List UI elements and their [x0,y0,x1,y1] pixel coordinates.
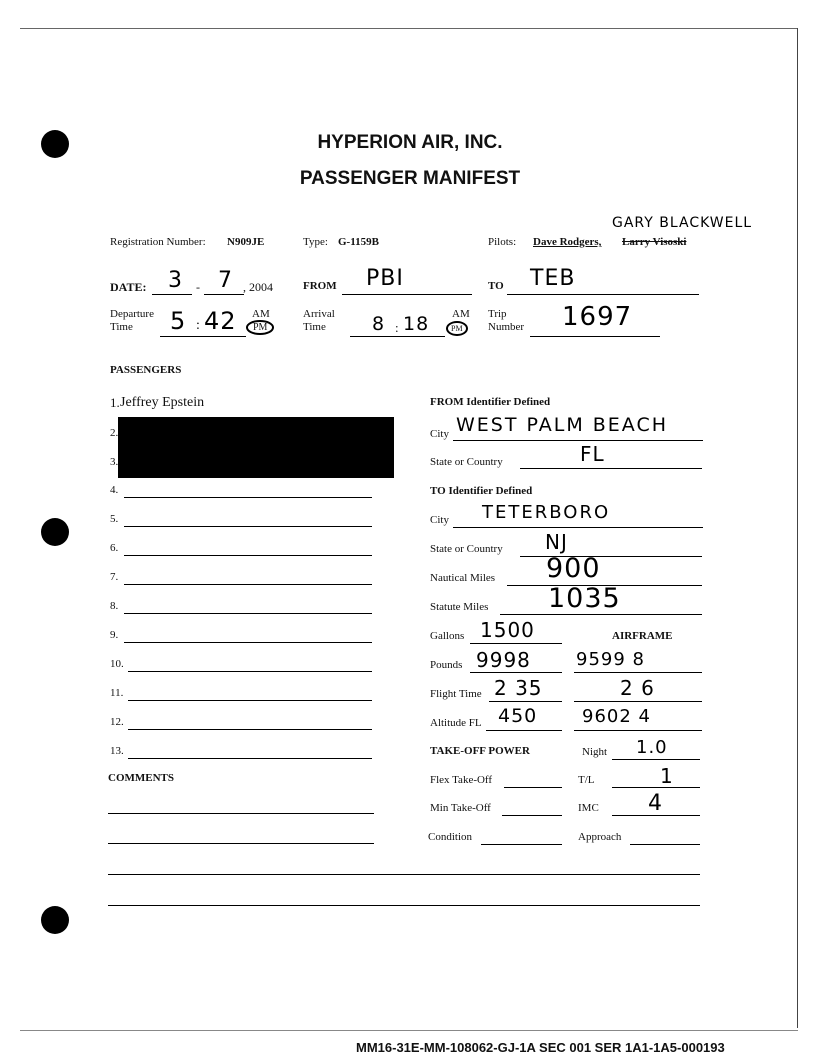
arrival-am: AM [452,308,470,320]
passenger-7-line [124,584,372,585]
min-takeoff-line [502,815,562,816]
passenger-6-num: 6. [110,542,119,554]
pounds-airframe-line [574,672,702,673]
bates-number: MM16-31E-MM-108062-GJ-1A SEC 001 SER 1A1-1A5-000193 [356,1040,725,1055]
night-line [612,759,700,760]
altitude-airframe-line [574,730,702,731]
type-value: G-1159B [338,236,379,248]
page-border-bottom [20,1030,798,1031]
trip-number: 1697 [562,302,633,332]
from-state-value: FL [580,442,605,466]
punch-hole-bottom [41,906,69,934]
approach-label: Approach [578,831,622,843]
arrival-minute: 18 [403,313,430,335]
arrival-pm-circled: PM [446,321,468,336]
gallons-label: Gallons [430,630,465,642]
to-state-label: State or Country [430,543,503,555]
condition-line [481,844,562,845]
to-city-value: TETERBORO [482,502,611,523]
passenger-6-line [124,555,372,556]
departure-pm-circled: PM [246,320,274,335]
departure-line [160,336,246,337]
date-label: DATE: [110,280,147,294]
passenger-9-num: 9. [110,629,119,641]
from-city-label: City [430,428,449,440]
night-label: Night [582,746,608,758]
flight-time-line [489,701,562,702]
passenger-1-num: 1. [110,395,120,410]
from-state-line [520,468,702,469]
passenger-11-line [128,700,372,701]
to-value: TEB [530,266,576,291]
passenger-5-line [124,526,372,527]
passenger-3-num: 3. [110,456,119,468]
date-day: 7 [218,268,233,293]
arrival-label-1: Arrival [303,308,335,320]
statute-label: Statute Miles [430,601,489,613]
arrival-label-2: Time [303,321,326,333]
imc-label: IMC [578,802,599,814]
from-city-value: WEST PALM BEACH [456,414,669,436]
passengers-heading: PASSENGERS [110,364,182,376]
to-line [507,294,699,295]
departure-colon: : [196,318,200,333]
passenger-10-num: 10. [110,658,124,670]
pilots-label: Pilots: [488,236,517,248]
date-month: 3 [168,268,183,293]
registration-label: Registration Number: [110,236,206,248]
altitude-airframe: 9602 4 [582,706,651,727]
passenger-7-num: 7. [110,571,119,583]
departure-label-1: Departure [110,308,154,320]
date-month-line [152,294,192,295]
flight-time-label: Flight Time [430,688,482,700]
tl-line [612,787,700,788]
condition-label: Condition [428,831,473,843]
comment-line-2 [108,843,374,844]
statute-line [500,614,702,615]
passenger-8-num: 8. [110,600,119,612]
takeoff-power-label: TAKE-OFF POWER [430,745,530,757]
pounds-value: 9998 [476,648,531,672]
date-day-line [204,294,244,295]
trip-label-2: Number [488,321,525,333]
flight-time-airframe: 2 6 [620,676,655,700]
to-identifier-heading: TO Identifier Defined [430,485,533,497]
nautical-label: Nautical Miles [430,572,496,584]
approach-line [630,844,700,845]
from-state-label: State or Country [430,456,503,468]
altitude-label: Altitude FL [430,717,482,729]
gallons-line [470,643,562,644]
flex-takeoff-line [504,787,562,788]
flight-time-airframe-line [574,701,702,702]
nautical-value: 900 [546,553,601,584]
from-identifier-heading: FROM Identifier Defined [430,396,551,408]
passenger-12-line [128,729,372,730]
min-takeoff-label: Min Take-Off [430,802,491,814]
arrival-hour: 8 [372,313,386,335]
departure-hour: 5 [170,307,187,335]
redaction-block [118,417,394,478]
pilot-1: Dave Rodgers, [533,236,602,248]
from-value: PBI [366,266,404,291]
date-year: , 2004 [243,280,273,294]
manifest-title: PASSENGER MANIFEST [299,168,521,189]
statute-value: 1035 [548,583,621,614]
from-line [342,294,472,295]
night-value: 1.0 [636,737,668,758]
comment-line-3 [108,874,700,875]
departure-minute: 42 [204,307,237,335]
departure-label-2: Time [110,321,133,333]
registration-value: N909JE [227,236,265,248]
pounds-airframe: 9599 8 [576,649,645,670]
to-label: TO [488,280,504,292]
pounds-line [470,672,562,673]
tl-value: 1 [660,764,674,788]
airframe-label: AIRFRAME [612,630,673,642]
date-sep: - [196,280,200,294]
punch-hole-middle [41,518,69,546]
comment-line-4 [108,905,700,906]
passenger-12-num: 12. [110,716,124,728]
passenger-2-num: 2. [110,427,119,439]
passenger-1-name: Jeffrey Epstein [120,395,205,410]
imc-value: 4 [648,791,663,816]
passenger-5-num: 5. [110,513,119,525]
altitude-line [486,730,562,731]
company-name: HYPERION AIR, INC. [317,132,503,153]
passenger-8-line [124,613,372,614]
passenger-13-line [128,758,372,759]
flex-takeoff-label: Flex Take-Off [430,774,493,786]
flight-time-value: 2 35 [494,676,543,700]
to-city-line [453,527,703,528]
to-city-label: City [430,514,449,526]
passenger-13-num: 13. [110,745,124,757]
arrival-colon: : [395,320,399,335]
from-label: FROM [303,280,337,292]
departure-am: AM [252,308,270,320]
passenger-10-line [128,671,372,672]
altitude-value: 450 [498,705,538,727]
gallons-value: 1500 [480,618,535,642]
pilot-2-struck: Larry Visoski [622,236,687,248]
tl-label: T/L [578,774,595,786]
passenger-4-line [124,497,372,498]
type-label: Type: [303,236,328,248]
passenger-11-num: 11. [110,687,124,699]
to-state-value: NJ [545,530,568,554]
trip-label-1: Trip [488,308,507,320]
comment-line-1 [108,813,374,814]
pounds-label: Pounds [430,659,463,671]
arrival-line [350,336,445,337]
pilot-2-handwritten: GARY BLACKWELL [612,215,753,231]
passenger-4-num: 4. [110,484,119,496]
from-city-line [453,440,703,441]
comments-heading: COMMENTS [108,772,174,784]
page-border-top [20,28,798,29]
passenger-9-line [124,642,372,643]
trip-number-line [530,336,660,337]
